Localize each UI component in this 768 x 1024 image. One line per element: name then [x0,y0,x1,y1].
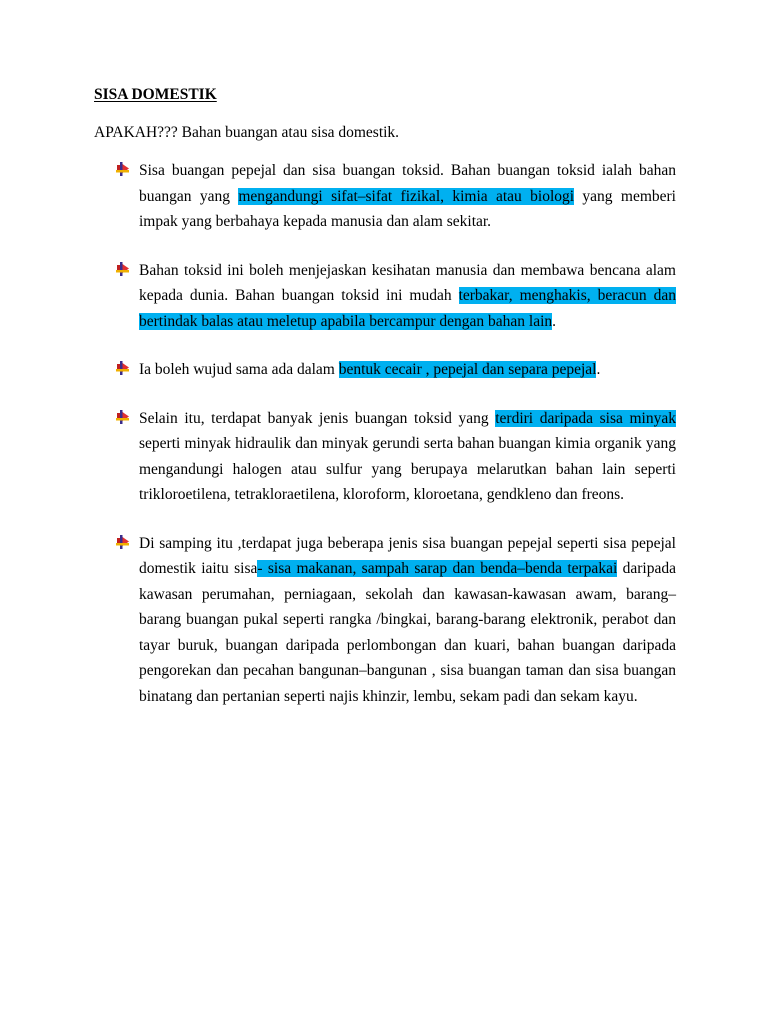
arrow-bullet-icon [116,410,130,424]
text-run: Bahan toksid ini boleh menjejaskan kesihatan manusia dan membawa bencana alam kepada dunia. Bahan buangan toksid ini mudah [139,261,676,304]
highlighted-text: terbakar, menghakis, beracun dan bertindak balas atau meletup apabila bercampur dengan bahan lain [139,287,676,330]
text-run: yang memberi impak yang berbahaya kepada manusia dan alam sekitar. [139,187,676,230]
list-item [116,357,676,383]
text-run: Selain itu, terdapat banyak jenis buangan toksid yang [139,409,496,427]
arrow-bullet-icon [116,535,130,549]
arrow-bullet-icon [116,162,130,176]
bullet-text [139,406,676,508]
list-item [116,531,676,710]
highlighted-text: mengandungi sifat–sifat fizikal, kimia atau biologi [238,187,575,205]
highlighted-text: bentuk cecair , pepejal dan separa pepejal [338,361,597,378]
bullet-text [139,357,676,383]
text-run: . [552,312,557,330]
text-run: seperti minyak hidraulik dan minyak gerundi serta bahan buangan kimia organik yang mengandungi halogen atau sulfur yang berupaya melarutkan bahan lain seperti trikloroetilena, tetrakloraetilena, kloroform, kloroetana, gendkleno dan freons. [139,435,676,503]
list-item [116,158,676,235]
arrow-bullet-icon [116,262,130,276]
text-run: . [596,361,601,378]
document-title: SISA DOMESTIK [94,86,217,103]
intro-line: APAKAH??? Bahan buangan atau sisa domestik. [94,124,400,141]
text-run: Sisa buangan pepejal dan sisa buangan toksid. Bahan buangan toksid ialah bahan buangan yang [139,162,676,205]
bullet-list [116,158,676,709]
list-item [116,258,676,335]
text-run: Di samping itu ,terdapat juga beberapa jenis sisa buangan pepejal seperti sisa pepejal domestik iaitu sisa [139,534,676,577]
bullet-text [139,158,676,235]
text-run: Ia boleh wujud sama ada dalam [139,361,339,378]
arrow-bullet-icon [116,361,130,375]
highlighted-text: terdiri daripada sisa minyak [495,409,676,427]
text-run: daripada kawasan perumahan, perniagaan, sekolah dan kawasan-kawasan awam, barang–barang buangan pukal seperti rangka /bingkai, barang-barang elektronik, perabot dan tayar buruk, buangan daripada perlombongan dan kuari, bahan buangan daripada pengorekan dan pecahan bangunan–bangunan , sisa buangan taman dan sisa buangan binatang dan pertanian seperti najis khinzir, lembu, sekam padi dan sekam kayu. [139,560,676,705]
bullet-text [139,531,676,710]
highlighted-text: - sisa makanan, sampah sarap dan benda–benda terpakai [257,560,618,577]
bullet-text [139,258,676,335]
list-item [116,406,676,508]
